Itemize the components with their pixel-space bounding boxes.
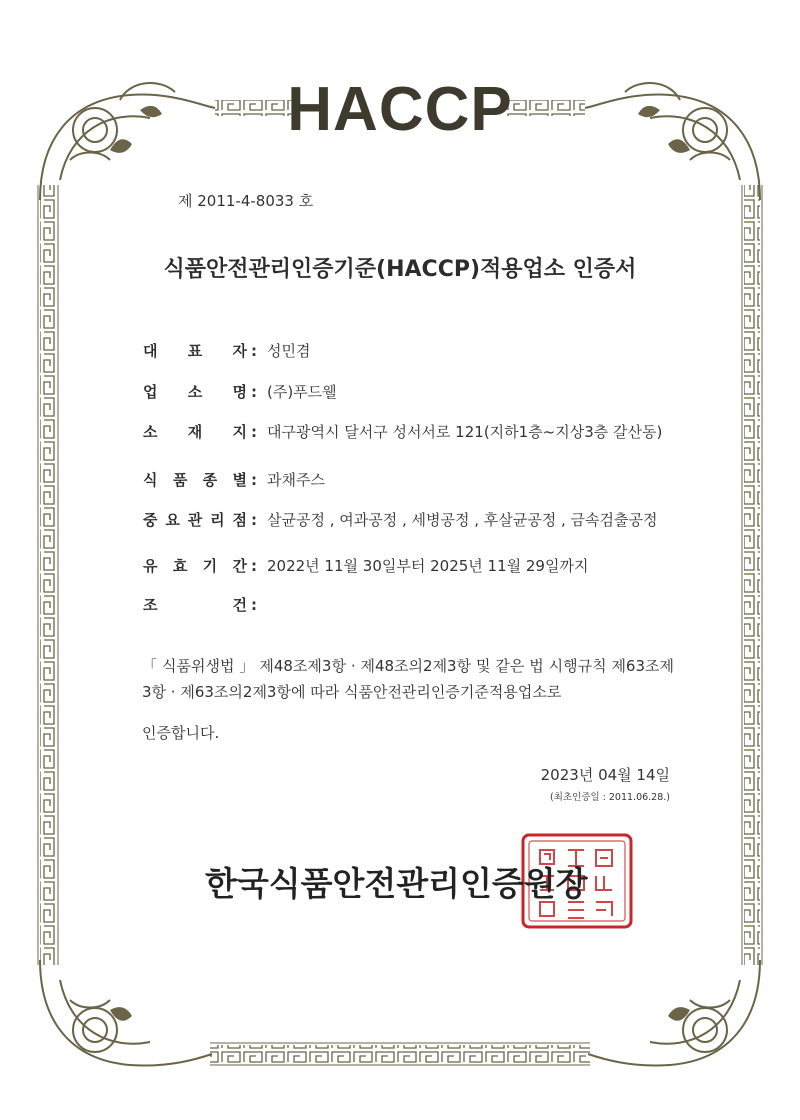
- field-separator: :: [251, 511, 257, 529]
- haccp-header-title: HACCP: [287, 75, 513, 144]
- business-name-value: (주)푸드웰: [267, 383, 337, 401]
- first-certification-date: (최초인증일 : 2011.06.28.): [550, 792, 670, 803]
- issue-date: 2023년 04월 14일: [540, 766, 670, 784]
- certification-statement: 「 식품위생법 」 제48조제3항 · 제48조의2제3항 및 같은 법 시행규칙 제63조제3항 · 제63조의2제3항에 따라 식품안전관리인증기준적용업소로: [142, 657, 674, 701]
- field-separator: :: [251, 471, 257, 489]
- critical-control-points-value: 살균공정 , 여과공정 , 세병공정 , 후살균공정 , 금속검출공정: [267, 511, 658, 529]
- field-label: 중 요 관 리 점: [143, 511, 247, 529]
- field-label: 대 표 자: [143, 342, 247, 360]
- address-value: 대구광역시 달서구 성서서로 121(지하1층~지상3층 갈산동): [267, 423, 663, 441]
- field-separator: :: [251, 557, 257, 575]
- certificate-number: 제 2011-4-8033 호: [178, 192, 314, 210]
- field-label: 소 재 지: [143, 423, 247, 441]
- certification-closing: 인증합니다.: [142, 724, 220, 742]
- certificate-title: 식품안전관리인증기준(HACCP)적용업소 인증서: [163, 257, 637, 282]
- field-separator: :: [251, 423, 257, 441]
- field-separator: :: [251, 342, 257, 360]
- field-label: 식 품 종 별: [143, 471, 247, 489]
- field-separator: :: [251, 596, 257, 614]
- validity-period-value: 2022년 11월 30일부터 2025년 11월 29일까지: [267, 557, 589, 575]
- issuer-name: 한국식품안전관리인증원장: [205, 864, 588, 903]
- representative-value: 성민겸: [267, 342, 311, 360]
- field-label: 업 소 명: [143, 383, 247, 401]
- field-label: 조 건: [143, 596, 247, 614]
- field-label: 유 효 기 간: [143, 557, 247, 575]
- field-separator: :: [251, 383, 257, 401]
- food-type-value: 과채주스: [267, 471, 325, 489]
